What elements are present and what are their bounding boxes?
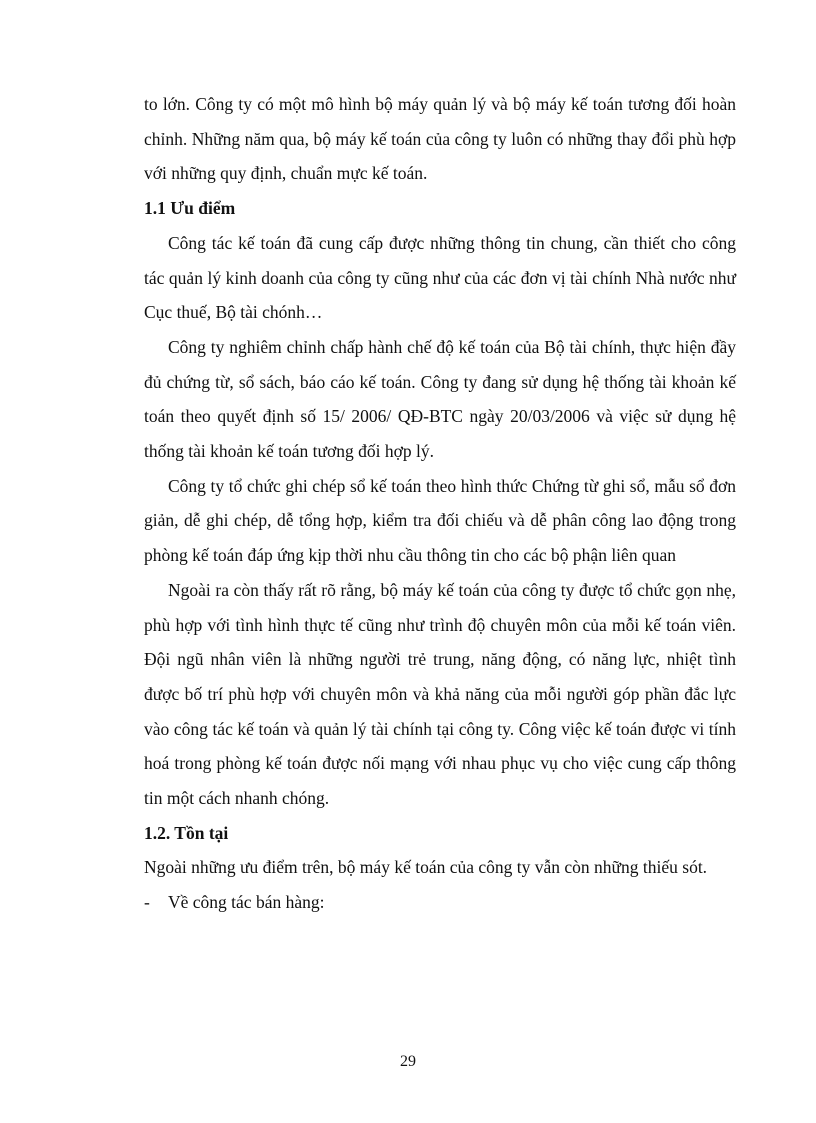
paragraph-compliance: Công ty nghiêm chỉnh chấp hành chế độ kế toán của Bộ tài chính, thực hiện đầy đủ chứng từ, sổ sách, báo cáo kế toán. Công ty đang sử dụng hệ thống tài khoản kế toán theo quyết định số 15/ 2006/ QĐ-BTC ngày 20/03/2006 và việc sử dụng hệ thống tài khoản kế toán tương đối hợp lý. — [144, 336, 736, 462]
bullet-text: Về công tác bán hàng: — [168, 892, 325, 913]
bullet-item — [144, 885, 736, 920]
page-number: 29 — [400, 1053, 416, 1070]
paragraph-intro: to lớn. Công ty có một mô hình bộ máy quản lý và bộ máy kế toán tương đối hoàn chỉnh. Những năm qua, bộ máy kế toán của công ty luôn có những thay đổi phù hợp với những quy định, chuẩn mực kế toán. — [144, 94, 736, 184]
paragraph-shortcomings-intro: Ngoài những ưu điểm trên, bộ máy kế toán của công ty vẫn còn những thiếu sót. — [144, 857, 708, 878]
heading-shortcomings: 1.2. Tồn tại — [144, 822, 229, 843]
document-body — [144, 87, 736, 920]
paragraph-info-provision: Công tác kế toán đã cung cấp được những thông tin chung, cần thiết cho công tác quản lý kinh doanh của công ty cũng như của các đơn vị tài chính Nhà nước như Cục thuế, Bộ tài chónh… — [144, 232, 736, 323]
paragraph-bookkeeping-form: Công ty tổ chức ghi chép sổ kế toán theo hình thức Chứng từ ghi sổ, mẫu sổ đơn giản, dễ ghi chép, dễ tổng hợp, kiểm tra đối chiếu và dễ phân công lao động trong phòng kế toán đáp ứng kịp thời nhu cầu thông tin cho các bộ phận liên quan — [144, 475, 736, 566]
heading-advantages: 1.1 Ưu điểm — [144, 198, 236, 219]
paragraph-organization: Ngoài ra còn thấy rất rõ rằng, bộ máy kế toán của công ty được tổ chức gọn nhẹ, phù hợp với tình hình thực tế cũng như trình độ chuyên môn của mỗi kế toán viên. Đội ngũ nhân viên là những người trẻ trung, năng động, có năng lực, nhiệt tình được bố trí phù hợp với chuyên môn và khả năng của mỗi người góp phần đắc lực vào công tác kế toán và quản lý tài chính tại công ty. Công việc kế toán được vi tính hoá trong phòng kế toán được nối mạng với nhau phục vụ cho việc cung cấp thông tin một cách nhanh chóng. — [144, 579, 736, 809]
bullet-marker: - — [144, 892, 150, 913]
